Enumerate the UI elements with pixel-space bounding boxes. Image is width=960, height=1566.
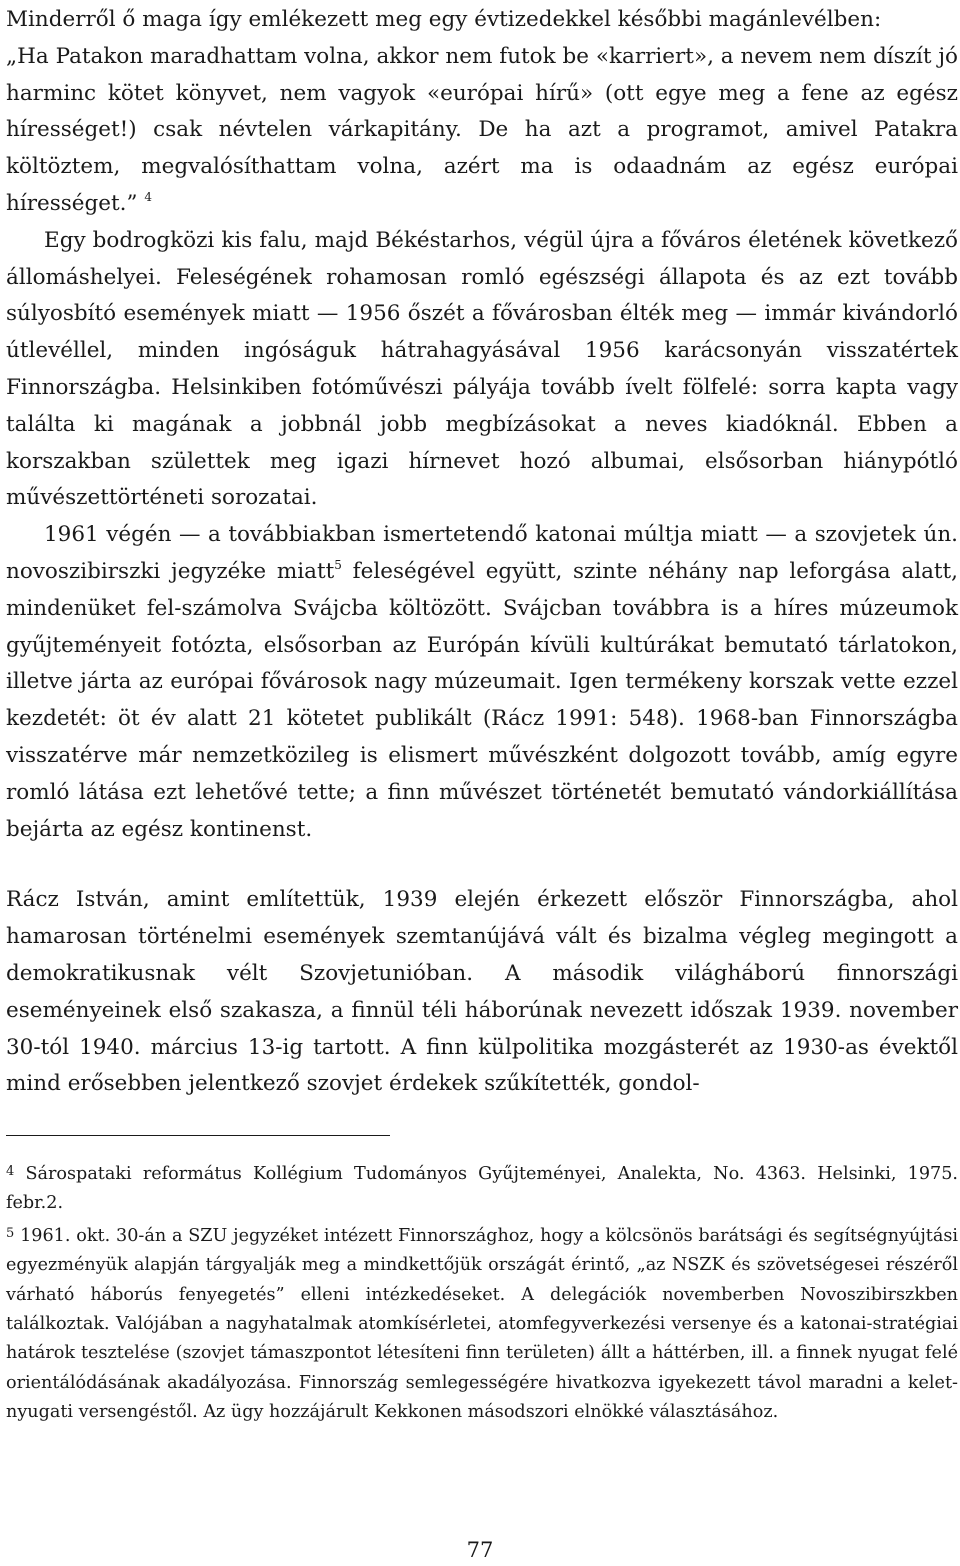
- paragraph-later-life: Egy bodrogközi kis falu, majd Békéstarhos, végül újra a főváros életének következő állomáshelyei. Feleségének rohamosan romló egészségi állapota és az ezt tovább súlyosbító események miatt — 1956 őszét a fővárosban élték meg — immár kivándorló útlevéllel, minden ingóságuk hátrahagyásával 1956 karácsonyán visszatértek Finnországba. Helsinkiben fotóművészi pályája tovább ívelt fölfelé: sorra kapta vagy találta ki magának a jobbnál jobb megbízásokat a neves kiadóknál. Ebben a korszakban születtek meg igazi hírnevet hozó albumai, elsősorban hiánypótló művészettörténeti sorozatai.: [6, 227, 958, 511]
- paragraph-switzerland: [6, 517, 958, 848]
- footnote-ref-4[interactable]: 4: [144, 189, 152, 204]
- footnote-4: [6, 1157, 958, 1219]
- section-gap: [6, 848, 958, 882]
- footnote-number: 5: [6, 1225, 15, 1241]
- footnote-divider: [6, 1135, 390, 1136]
- intro-text: Minderről ő maga így emlékezett meg egy évtizedekkel későbbi magánlevélben:: [6, 7, 882, 32]
- footnote-5: [6, 1219, 958, 1428]
- footnote-text: Sárospataki református Kollégium Tudományos Gyűjteményei, Analekta, No. 4363. Helsinki, 1975. febr.2.: [6, 1164, 959, 1214]
- footnote-text: 1961. okt. 30-án a SZU jegyzéket intézett Finnországhoz, hogy a kölcsönös barátsági és segítségnyújtási egyezményük alapján tárgyalják meg a mindkettőjük országát érintő, „az NSZK és szövetségesei részéről várható háborús fenyegetés” elleni intézkedéseket. A delegációk novemberben Novoszibirszkben találkoztak. Valójában a nagyhatalmak atomkísérletei, atomfegyverkezési versenye és a katonai-stratégiai határok tesztelése (szovjet támaszpontot létesíteni finn területen) állt a háttérben, ill. a finnek nyugat felé orientálódásának akadályozása. Finnország semlegességére hivatkozva igyekezett távol maradni a kelet-nyugati versengéstől. Az ügy hozzájárult Kekkonen másodszori elnökké választásához.: [6, 1225, 958, 1423]
- letter-quote: „Ha Patakon maradhattam volna, akkor nem futok be «karriert», a nevem nem díszít jó harminc kötet könyvet, nem vagyok «európai hírű» (ott egye meg a fene az egész hírességet!) csak névtelen várkapitány. De ha azt a programot, amivel Patakra költöztem, megvalósíthattam volna, azért ma is odaadnám az egész európai hírességet.”: [6, 43, 958, 216]
- switzerland-text-b: feleségével együtt, szinte néhány nap leforgása alatt, mindenüket fel-számolva Svájcba költözött. Svájcban továbbra is a híres múzeumok gyűjteményeit fotózta, elsősorban az Európán kívüli kultúrákat bemutató tárlatokon, illetve járta az európai fővárosok nagy múzeumait. Igen termékeny korszak vette ezzel kezdetét: öt év alatt 21 kötetet publikált (Rácz 1991: 548). 1968-ban Finnországba visszatérve már nemzetközileg is elismert művészként dolgozott tovább, amíg egyre romló látása ezt lehetővé tette; a finn művészet történetét bemutató vándorkiállítása bejárta az egész kontinenst.: [6, 558, 958, 842]
- footnote-ref-5[interactable]: 5: [334, 557, 342, 572]
- footnotes: [6, 1157, 958, 1428]
- paragraph-winter-war: Rácz István, amint említettük, 1939 elején érkezett először Finnországba, ahol hamarosan történelmi események szemtanújává vált és bizalma végleg megingott a demokratikusnak vélt Szovjetunióban. A második világháború finnországi eseményeinek első szakasza, a finnül téli háborúnak nevezett időszak 1939. november 30-tól 1940. március 13-ig tartott. A finn külpolitika mozgásterét az 1930-as évektől mind erősebben jelentkező szovjet érdekek szűkítették, gondol-: [6, 887, 958, 1097]
- switzerland-text-a: 1961 végén — a továbbiakban ismertetendő katonai múltja miatt — a szovjetek ún. novoszibirszki jegyzéke miatt: [6, 522, 958, 584]
- page-body: [6, 0, 958, 1103]
- paragraph-intro: [6, 0, 958, 223]
- page-number: 77: [466, 1538, 494, 1562]
- footnote-number: 4: [6, 1164, 15, 1179]
